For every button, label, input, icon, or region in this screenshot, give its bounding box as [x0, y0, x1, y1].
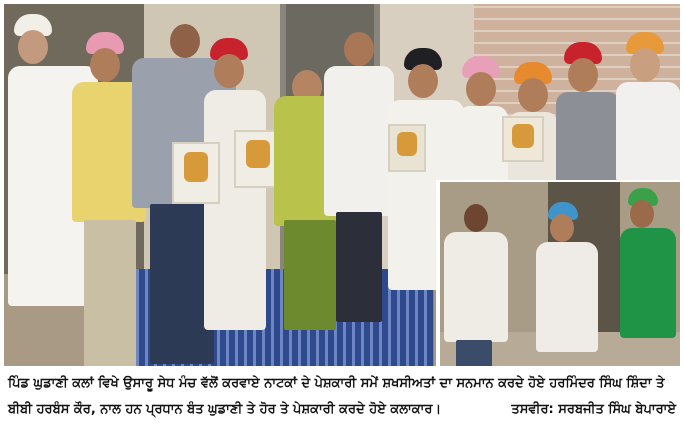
- inset-photo: [440, 182, 680, 366]
- photo-credit: ਤਸਵੀਰ: ਸਰਬਜੀਤ ਸਿੰਘ ਬੇਪਾਰਾਏ: [511, 402, 676, 417]
- framed-portrait-4: [502, 116, 544, 162]
- photo-caption: [0, 372, 684, 434]
- caption-line-1: ਪਿੰਡ ਘੁਡਾਣੀ ਕਲਾਂ ਵਿਖੇ ਉਸਾਰੂ ਸੇਧ ਮੰਚ ਵੱਲੋਂ ਕਰਵਾਏ ਨਾਟਕਾਂ ਦੇ ਪੇਸ਼ਕਾਰੀ ਸਮੇਂ ਸ਼ਖਸੀਅਤਾਂ ਦਾ ਸਨਮਾਨ ਕਰਦੇ ਹੋਏ ਹਰਮਿੰਦਰ ਸਿੰਘ ਸ਼ਿੰਦਾ ਤੇ: [8, 376, 665, 391]
- framed-portrait-3: [388, 124, 426, 172]
- caption-line-2: ਬੀਬੀ ਹਰਬੰਸ ਕੌਰ, ਨਾਲ ਹਨ ਪ੍ਰਧਾਨ ਬੰਤ ਘੁਡਾਣੀ ਤੇ ਹੋਰ ਤੇ ਪੇਸ਼ਕਾਰੀ ਕਰਦੇ ਹੋਏ ਕਲਾਕਾਰ।: [8, 402, 442, 417]
- framed-portrait-1: [172, 142, 220, 204]
